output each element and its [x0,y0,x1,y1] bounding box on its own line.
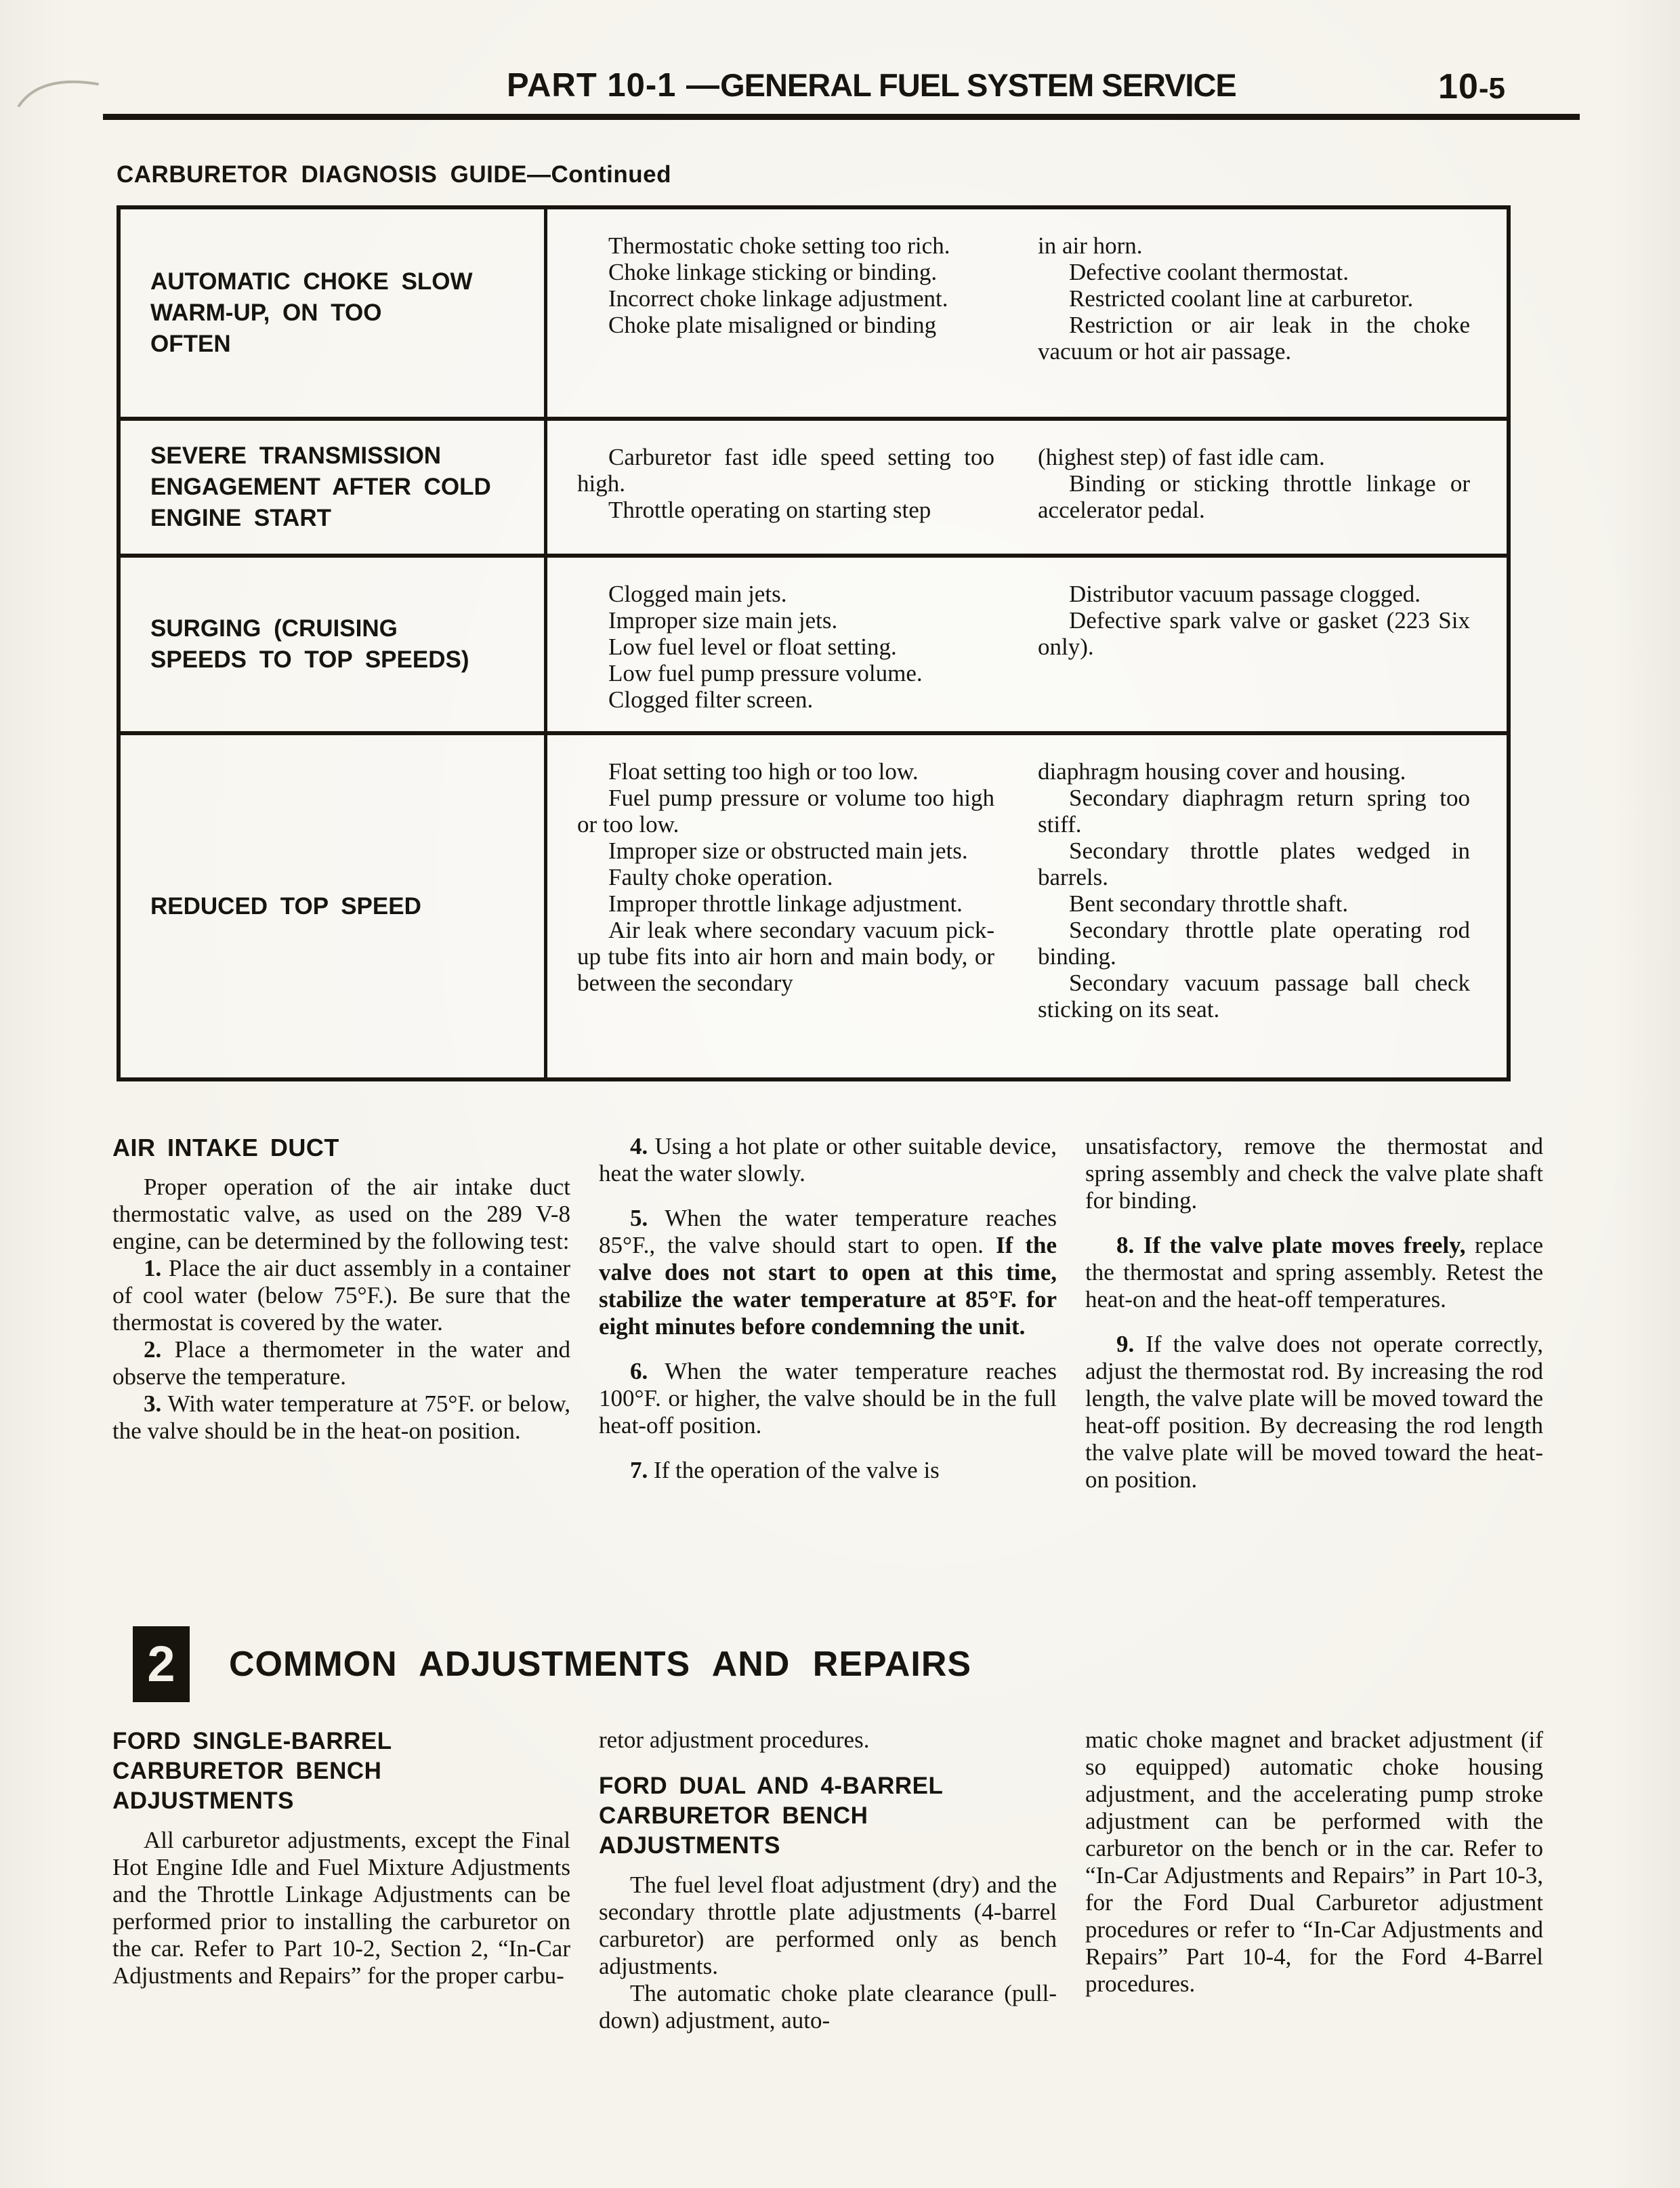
heading-line: FORD DUAL AND 4-BARREL [599,1773,944,1799]
symptom-line: SEVERE TRANSMISSION [150,442,442,469]
heading-line: ADJUSTMENTS [112,1788,295,1814]
body-paragraph: 9. If the valve does not operate correctly, adjust the thermostat rod. By increasing the rod length, the valve plate will be moved toward the heat-off position. By decreasing the rod length the valve plate will be moved toward the heat-on position. [1085,1331,1543,1493]
text-column [112,1133,570,1445]
body-paragraph: 7. If the operation of the valve is [630,1457,940,1483]
heading-line: ADJUSTMENTS [599,1832,781,1859]
cause-paragraph: Incorrect choke linkage adjustment. [608,285,948,312]
heading-line: CARBURETOR BENCH [112,1758,382,1784]
text-column [1085,1727,1543,1998]
causes-overflow-column [1017,209,1507,417]
body-paragraph: The fuel level float adjustment (dry) and the secondary throttle plate adjustments (4-barrel carburetor) are performed only as bench adjustments. [599,1872,1057,1979]
part-label: PART 10-1 — [507,67,721,104]
body-paragraph: 5. When the water temperature reaches 85°F., the valve should start to open. If the valve does not start to open at this time, stabilize the water temperature at 85°F. for eight minutes before condemning the unit. [599,1205,1057,1340]
cause-paragraph: Low fuel level or float setting. [608,634,897,660]
causes-overflow-column [1017,735,1507,1077]
cause-paragraph: Clogged main jets. [608,581,787,607]
body-paragraph: Proper operation of the air intake duct thermostatic valve, as used on the 289 V-8 engine, can be determined by the following test: [112,1174,570,1254]
text-column [599,1133,1057,1502]
cause-paragraph: Distributor vacuum passage clogged. [1069,581,1421,607]
cause-paragraph: Secondary throttle plate operating rod binding. [1038,917,1470,970]
body-paragraph: 1. Place the air duct assembly in a container of cool water (below 75°F.). Be sure that the thermostat is covered by the water. [112,1255,570,1336]
text-column [112,1727,570,1989]
cause-paragraph: in air horn. [1038,232,1143,259]
causes-primary-column [547,209,1017,417]
cause-paragraph: Improper size main jets. [608,607,838,634]
column-text [112,1174,570,1445]
page-header [507,66,1236,104]
causes-overflow-column [1017,558,1507,731]
heading-line: CARBURETOR BENCH [599,1802,868,1829]
table-row [121,209,1507,421]
cause-paragraph: Faulty choke operation. [608,864,833,890]
cause-paragraph: Defective coolant thermostat. [1069,259,1349,285]
body-paragraph: 3. With water temperature at 75°F. or below, the valve should be in the heat-on position. [112,1390,570,1444]
air-intake-duct-section [112,1133,1543,1511]
diagnosis-table [117,205,1511,1081]
common-adjustments-section [112,1727,1543,2034]
column-text [599,1872,1057,2034]
symptom-cell [121,421,547,554]
cause-paragraph: Fuel pump pressure or volume too high or too low. [577,785,994,838]
symptom-line: OFTEN [150,331,231,357]
cause-paragraph: Bent secondary throttle shaft. [1069,890,1349,917]
body-paragraph: 6. When the water temperature reaches 100°F. or higher, the valve should be in the full heat-off position. [599,1358,1057,1439]
body-paragraph: retor adjustment procedures. [599,1727,870,1753]
column-heading [112,1727,570,1816]
cause-paragraph: Restricted coolant line at carburetor. [1069,285,1414,312]
cause-paragraph: Throttle operating on starting step [608,497,931,523]
causes-primary-column [547,735,1017,1077]
cause-paragraph: Clogged filter screen. [608,686,814,713]
causes-primary-column [547,558,1017,731]
page-title: GENERAL FUEL SYSTEM SERVICE [720,67,1236,103]
body-paragraph: 8. If the valve plate moves freely, replace the thermostat and spring assembly. Retest the heat-on and the heat-off temperatures. [1085,1232,1543,1313]
cause-paragraph: (highest step) of fast idle cam. [1038,444,1325,470]
text-column [599,1727,1057,2034]
cause-paragraph: diaphragm housing cover and housing. [1038,758,1406,785]
column-heading [599,1771,1057,1861]
symptom-cell [121,558,547,731]
section-number-badge: 2 [133,1626,190,1702]
cause-paragraph: Improper throttle linkage adjustment. [608,890,963,917]
cause-paragraph: Air leak where secondary vacuum pick-up tube fits into air horn and main body, or between the secondary [577,917,994,996]
cause-paragraph: Float setting too high or too low. [608,758,919,785]
body-paragraph: 2. Place a thermometer in the water and observe the temperature. [112,1336,570,1390]
body-paragraph: unsatisfactory, remove the thermostat and spring assembly and check the valve plate shaft for binding. [1085,1133,1543,1214]
symptom-line: REDUCED TOP SPEED [150,892,421,920]
causes-overflow-column [1017,421,1507,554]
body-paragraph: All carburetor adjustments, except the Final Hot Engine Idle and Fuel Mixture Adjustments and the Throttle Linkage Adjustments can be performed prior to installing the carburetor on the car. Refer to Part 10-2, Section 2, “In-Car Adjustments and Repairs” for the proper carbu- [112,1827,570,1989]
cause-paragraph: Carburetor fast idle speed setting too high. [577,444,994,497]
symptom-line: ENGINE START [150,505,331,531]
causes-primary-column [547,421,1017,554]
table-row [121,421,1507,558]
cause-paragraph: Secondary throttle plates wedged in barrels. [1038,838,1470,890]
cause-paragraph: Restriction or air leak in the choke vacuum or hot air passage. [1038,312,1470,365]
cause-paragraph: Choke plate misaligned or binding [608,312,937,338]
cause-paragraph: Secondary diaphragm return spring too stiff. [1038,785,1470,838]
symptom-line: SPEEDS TO TOP SPEEDS) [150,646,469,673]
cause-paragraph: Choke linkage sticking or binding. [608,259,938,285]
symptom-cell [121,209,547,417]
body-paragraph: matic choke magnet and bracket adjustment (if so equipped) automatic choke housing adjustment, and the accelerating pump stroke adjustment can be performed with the carburetor on the bench or in the car. Refer to “In-Car Adjustments and Repairs” in Part 10-3, for the Ford Dual Carburetor adjustment procedures or refer to “In-Car Adjustments and Repairs” Part 10-4, for the Ford 4-Barrel procedures. [1085,1727,1543,1997]
cause-paragraph: Binding or sticking throttle linkage or accelerator pedal. [1038,470,1470,523]
cause-paragraph: Secondary vacuum passage ball check sticking on its seat. [1038,970,1470,1023]
text-column [1085,1133,1543,1511]
table-row [121,735,1507,1077]
symptom-line: WARM-UP, ON TOO [150,300,382,326]
pencil-mark [15,70,103,112]
symptom-cell [121,735,547,1077]
symptom-line: AUTOMATIC CHOKE SLOW [150,268,473,295]
page-number: 10-5 [1438,67,1505,106]
header-rule [103,114,1580,120]
symptom-line: SURGING (CRUISING [150,615,398,642]
cause-paragraph: Improper size or obstructed main jets. [608,838,968,864]
symptom-line: ENGAGEMENT AFTER COLD [150,474,491,500]
heading-line: FORD SINGLE-BARREL [112,1728,392,1754]
section-banner [133,1626,971,1702]
column-text [599,1727,1057,1754]
cause-paragraph: Defective spark valve or gasket (223 Six only). [1038,607,1470,660]
guide-title: CARBURETOR DIAGNOSIS GUIDE—Continued [117,161,671,188]
body-paragraph: 4. Using a hot plate or other suitable device, heat the water slowly. [599,1133,1057,1186]
section-heading: AIR INTAKE DUCT [112,1134,339,1161]
cause-paragraph: Thermostatic choke setting too rich. [608,232,950,259]
cause-paragraph: Low fuel pump pressure volume. [608,660,923,686]
table-row [121,558,1507,735]
column-text [112,1827,570,1989]
body-paragraph: The automatic choke plate clearance (pull-down) adjustment, auto- [599,1980,1057,2034]
section-title: COMMON ADJUSTMENTS AND REPAIRS [229,1645,972,1684]
